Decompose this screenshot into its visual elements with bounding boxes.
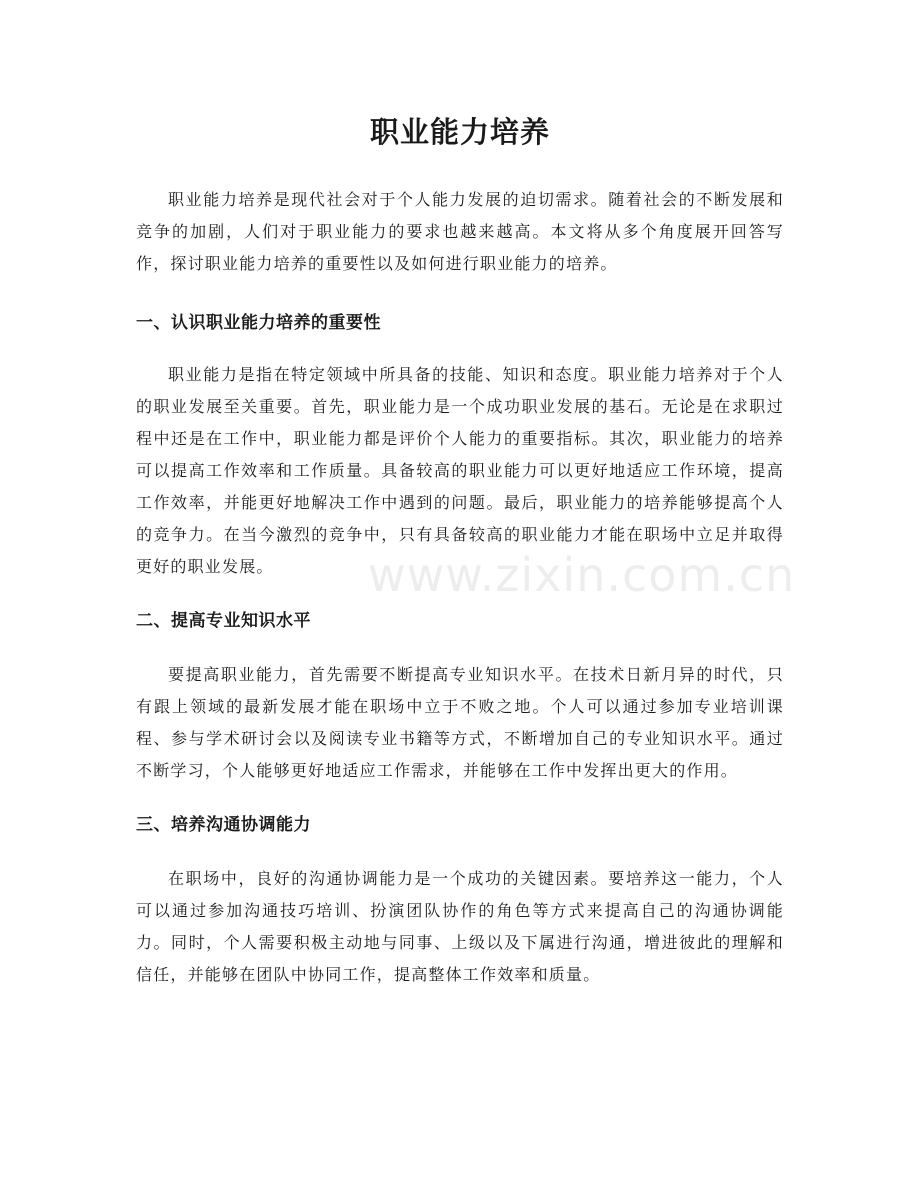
section-heading-3: 三、培养沟通协调能力 bbox=[136, 815, 311, 835]
watermark: www.zixin.com.cn bbox=[368, 548, 796, 602]
intro-paragraph: 职业能力培养是现代社会对于个人能力发展的迫切需求。随着社会的不断发展和竞争的加剧，人们对于职业能力的要求也越来越高。本文将从多个角度展开回答写作，探讨职业能力培养的重要性以及如何进行职业能力的培养。 bbox=[136, 190, 784, 273]
section-heading-2: 二、提高专业知识水平 bbox=[136, 611, 311, 631]
section-body-2: 要提高职业能力，首先需要不断提高专业知识水平。在技术日新月异的时代，只有跟上领域的最新发展才能在职场中立于不败之地。个人可以通过参加专业培训课程、参与学术研讨会以及阅读专业书籍等方式，不断增加自己的专业知识水平。通过不断学习，个人能够更好地适应工作需求，并能够在工作中发挥出更大的作用。 bbox=[136, 665, 784, 780]
section-body-3: 在职场中，良好的沟通协调能力是一个成功的关键因素。要培养这一能力，个人可以通过参加沟通技巧培训、扮演团队协作的角色等方式来提高自己的沟通协调能力。同时，个人需要积极主动地与同事、上级以及下属进行沟通，增进彼此的理解和信任，并能够在团队中协同工作，提高整体工作效率和质量。 bbox=[136, 869, 784, 984]
document-body bbox=[136, 184, 784, 991]
section-heading-1: 一、认识职业能力培养的重要性 bbox=[136, 313, 381, 333]
page-title: 职业能力培养 bbox=[369, 115, 550, 149]
section-body-1: 职业能力是指在特定领域中所具备的技能、知识和态度。职业能力培养对于个人的职业发展至关重要。首先，职业能力是一个成功职业发展的基石。无论是在求职过程中还是在工作中，职业能力都是评价个人能力的重要指标。其次，职业能力的培养可以提高工作效率和工作质量。具备较高的职业能力可以更好地适应工作环境，提高工作效率，并能更好地解决工作中遇到的问题。最后，职业能力的培养能够提高个人的竞争力。在当今激烈的竞争中，只有具备较高的职业能力才能在职场中立足并取得更好的职业发展。 bbox=[136, 365, 784, 576]
